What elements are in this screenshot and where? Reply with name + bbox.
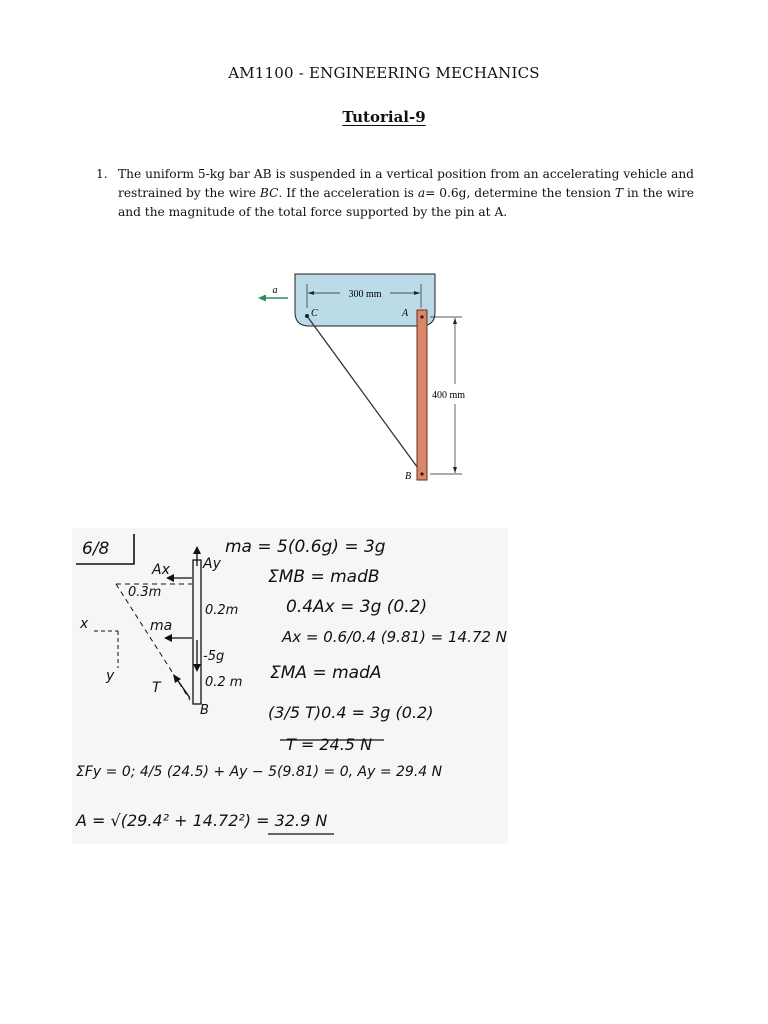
problem-number: 1. xyxy=(96,167,108,181)
equation-line: ma = 5(0.6g) = 3g xyxy=(225,537,386,557)
dim-400-arrow-bottom xyxy=(453,467,457,473)
bar-ab xyxy=(417,310,427,480)
solution-sheet xyxy=(72,528,508,844)
point-a-label: A xyxy=(402,308,409,319)
ay-label: Ay xyxy=(203,556,221,572)
equation-line: 0.4Ax = 3g (0.2) xyxy=(286,597,428,617)
equation-line: ΣFy = 0; 4/5 (24.5) + Ay − 5(9.81) = 0, Ay = 29.4 N xyxy=(76,764,443,780)
wire-bc xyxy=(307,316,423,475)
dim-300-label: 300 mm xyxy=(348,289,382,300)
problem-id: 6/8 xyxy=(82,539,110,559)
dim-400-label: 400 mm xyxy=(432,390,466,401)
problem-text-part: = 0.6g, determine the tension xyxy=(425,186,615,200)
ma-label: ma xyxy=(150,618,173,634)
acceleration-label: a xyxy=(272,285,278,296)
accel-symbol: a xyxy=(417,186,426,200)
fbd-point-b-label: B xyxy=(200,703,209,718)
point-b-pin xyxy=(420,472,423,475)
equation-line: Ax = 0.6/0.4 (9.81) = 14.72 N xyxy=(282,628,507,646)
point-a-pin xyxy=(420,315,423,318)
problem-figure xyxy=(250,268,490,483)
point-c-pin xyxy=(305,314,309,318)
axis-x-label: x xyxy=(80,616,89,632)
point-b-label: B xyxy=(405,471,412,482)
tension-result: T = 24.5 N xyxy=(286,735,373,754)
upper-segment-label: 0.2m xyxy=(205,603,239,618)
weight-label: -5g xyxy=(203,649,225,664)
wire-name: BC xyxy=(259,186,279,200)
offset-label: 0.3m xyxy=(128,585,162,600)
equation-line: (3/5 T)0.4 = 3g (0.2) xyxy=(268,703,434,722)
dim-400-arrow-top xyxy=(453,318,457,324)
problem-text-part: . If the acceleration is xyxy=(278,186,418,200)
acceleration-arrowhead xyxy=(258,295,266,302)
force-result: A = √(29.4² + 14.72²) = 32.9 N xyxy=(76,811,328,830)
problem-text-part: in the wire and the magnitude of the total force supported by the pin at A. xyxy=(118,186,694,219)
point-c-label: C xyxy=(311,308,318,319)
tutorial-title: Tutorial-9 xyxy=(342,108,426,126)
course-title: AM1100 - ENGINEERING MECHANICS xyxy=(228,64,540,82)
axis-y-label: y xyxy=(106,668,115,684)
ax-label: Ax xyxy=(152,562,170,578)
equation-line: ΣMA = madA xyxy=(270,663,382,683)
equation-line: ΣMB = madB xyxy=(268,567,380,587)
problem-text xyxy=(118,165,694,222)
lower-segment-label: 0.2 m xyxy=(205,675,243,690)
tension-symbol: T xyxy=(614,186,624,200)
tension-label: T xyxy=(152,680,161,696)
problem-text-part: The uniform 5-kg bar AB is suspended in a vertical position from an accelerating vehicle and restrained by the wire xyxy=(118,167,694,200)
